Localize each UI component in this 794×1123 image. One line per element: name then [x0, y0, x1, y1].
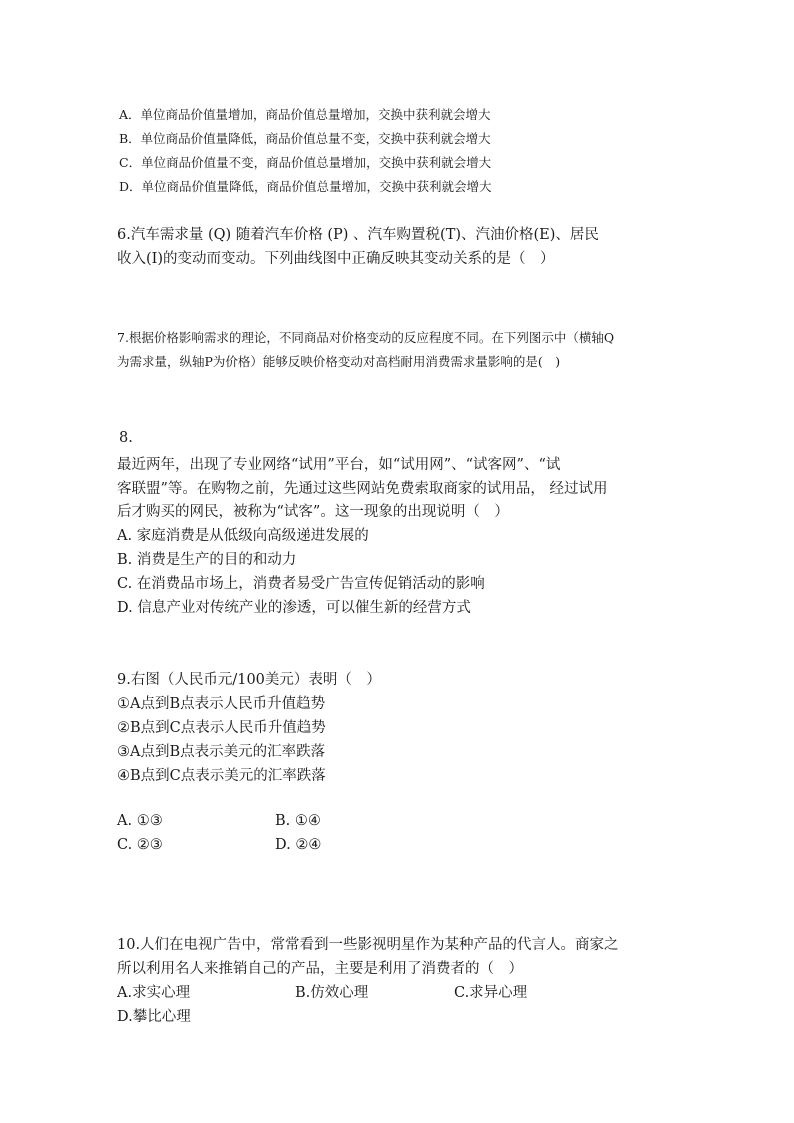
q8-stem-line-1: 最近两年，出现了专业网络“试用”平台，如“试用网”、“试客网”、“试: [117, 457, 561, 473]
q8-option-c: C. 在消费品市场上，消费者易受广告宣传促销活动的影响: [117, 576, 485, 592]
q8-option-a: A. 家庭消费是从低级向高级递进发展的: [117, 528, 369, 544]
q9-option-a: A. ①③: [117, 813, 163, 829]
q8-number: 8.: [119, 430, 133, 446]
q7-stem-line-1: 7.根据价格影响需求的理论，不同商品对价格变动的反应程度不同。在下列图示中（横轴Q: [117, 330, 615, 345]
q8-option-b: B. 消费是生产的目的和动力: [117, 552, 297, 568]
q9-option-b: B. ①④: [275, 813, 321, 829]
q9-stem: 9.右图（人民币元/100美元）表明（ ）: [117, 672, 381, 688]
q8-option-d: D. 信息产业对传统产业的渗透，可以催生新的经营方式: [117, 600, 471, 616]
q10-option-a: A.求实心理: [117, 985, 191, 1001]
q5-option-d: D．单位商品价值量降低，商品价值总量增加，交换中获利就会增大: [119, 179, 492, 194]
q7-stem-line-2: 为需求量，纵轴P为价格）能够反映价格变动对高档耐用消费需求量影响的是( ): [117, 354, 561, 369]
q5-option-a: A．单位商品价值量增加，商品价值总量增加，交换中获利就会增大: [119, 107, 491, 122]
q9-statement-2: ②B点到C点表示人民币升值趋势: [117, 720, 326, 736]
q10-stem-line-2: 所以利用名人来推销自己的产品，主要是利用了消费者的（ ）: [117, 961, 523, 977]
q10-option-d: D.攀比心理: [117, 1009, 191, 1025]
q10-option-b: B.仿效心理: [295, 985, 369, 1001]
q10-option-c: C.求异心理: [454, 985, 528, 1001]
q6-stem-line-1: 6.汽车需求量 (Q) 随着汽车价格 (P) 、汽车购置税(T)、汽油价格(E)、居民: [117, 227, 599, 243]
q9-statement-4: ④B点到C点表示美元的汇率跌落: [117, 768, 326, 784]
q6-stem-line-2: 收入(I)的变动而变动。下列曲线图中正确反映其变动关系的是（ ）: [117, 251, 555, 267]
q5-option-b: B．单位商品价值量降低，商品价值总量不变，交换中获利就会增大: [119, 131, 491, 146]
q8-stem-line-2: 客联盟”等。在购物之前，先通过这些网站免费索取商家的试用品， 经过试用: [117, 481, 608, 497]
q9-option-d: D. ②④: [275, 837, 322, 853]
q8-stem-line-3: 后才购买的网民，被称为“试客”。这一现象的出现说明（ ）: [117, 504, 509, 520]
q9-option-c: C. ②③: [117, 837, 163, 853]
q10-stem-line-1: 10.人们在电视广告中，常常看到一些影视明星作为某种产品的代言人。商家之: [117, 937, 619, 953]
q5-option-c: C．单位商品价值量不变，商品价值总量增加，交换中获利就会增大: [119, 155, 492, 170]
q9-statement-1: ①A点到B点表示人民币升值趋势: [117, 696, 326, 712]
q9-statement-3: ③A点到B点表示美元的汇率跌落: [117, 744, 326, 760]
